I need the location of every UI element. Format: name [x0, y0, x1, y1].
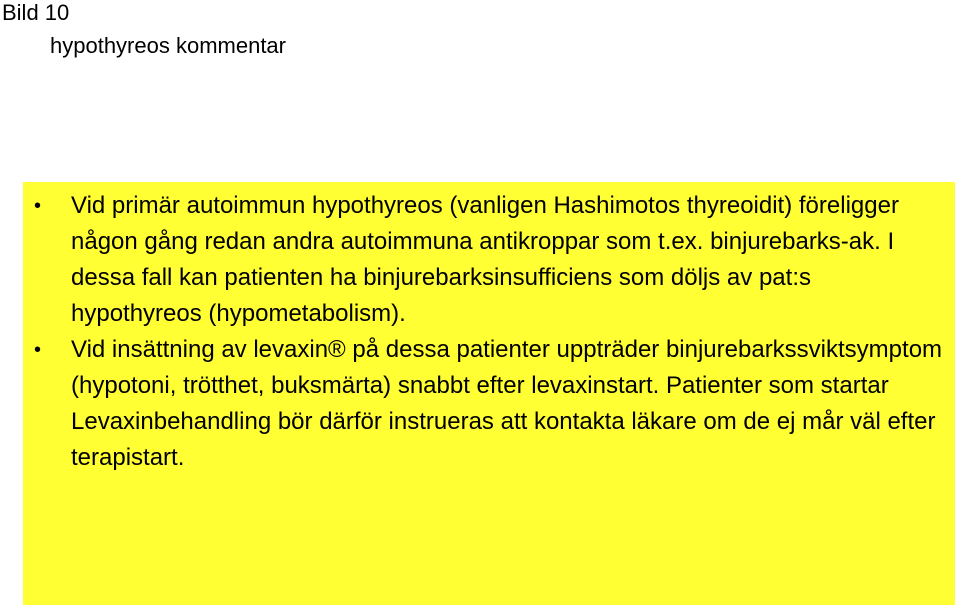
- bullet-item: [23, 332, 955, 476]
- slide-number: Bild 10: [2, 0, 70, 25]
- slide-title: hypothyreos kommentar: [50, 33, 286, 58]
- bullet-item: [23, 188, 955, 332]
- bullet-marker: •: [34, 339, 42, 361]
- content-box: [23, 182, 955, 605]
- bullet-text: Vid primär autoimmun hypothyreos (vanligen Hashimotos thyreoidit) föreligger någon gång redan andra autoimmuna antikroppar som t.ex. binjurebarks-ak. I dessa fall kan patienten ha binjurebarksinsufficiens som döljs av pat:s hypothyreos (hypometabolism).: [71, 192, 899, 327]
- bullet-marker: •: [34, 195, 42, 217]
- bullet-list: [23, 188, 955, 476]
- bullet-text: Vid insättning av levaxin® på dessa patienter uppträder binjurebarkssviktsymptom (hypotoni, trötthet, buksmärta) snabbt efter levaxinstart. Patienter som startar Levaxinbehandling bör därför instrueras att kontakta läkare om de ej mår väl efter terapistart.: [71, 336, 943, 471]
